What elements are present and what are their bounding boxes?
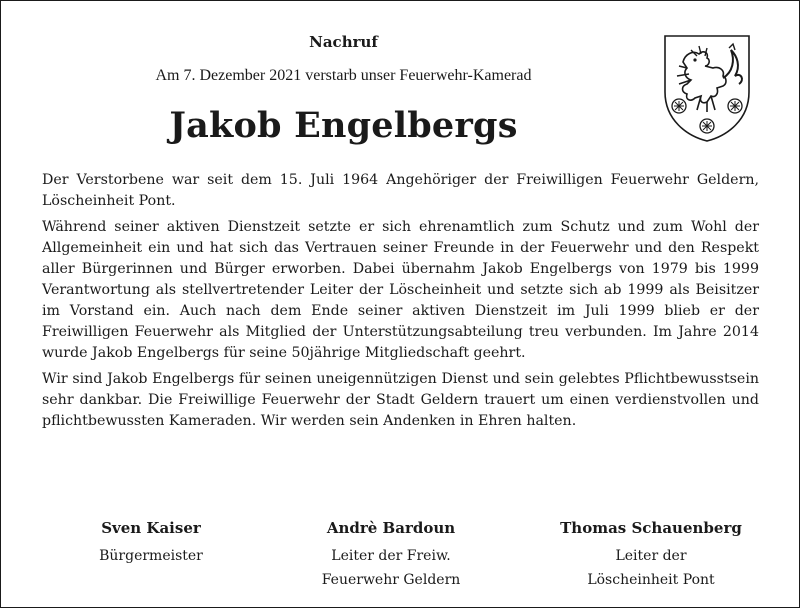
signatory <box>541 517 761 592</box>
signatory-role <box>541 544 761 592</box>
signatory-role <box>61 544 241 568</box>
body-paragraph: Wir sind Jakob Engelbergs für seinen uneigennützigen Dienst und sein gelebtes Pflichtbewusstsein sehr dankbar. Die Freiwillige Feuerwehr der Stadt Geldern trauert um einen verdienstvollen und pflichtbewussten Kameraden. Wir werden sein Andenken in Ehren halten. <box>42 371 759 429</box>
coat-of-arms-lion-icon <box>661 32 753 144</box>
signatory-name: Andrè Bardoun <box>326 519 456 537</box>
notice-kicker: Nachruf <box>309 33 378 51</box>
signatory-role-line: Bürgermeister <box>99 548 203 564</box>
signatory-name: Thomas Schauenberg <box>560 519 742 537</box>
signatory-role-line: Feuerwehr Geldern <box>321 572 461 588</box>
notice-intro: Am 7. Dezember 2021 verstarb unser Feuerwehr-Kamerad <box>155 67 532 84</box>
body-paragraph: Der Verstorbene war seit dem 15. Juli 1964 Angehöriger der Freiwilligen Feuerwehr Geldern, Löscheinheit Pont. <box>42 172 759 209</box>
signatory <box>61 517 241 592</box>
notice-body <box>42 170 759 437</box>
signatures <box>61 517 761 592</box>
body-paragraph: Während seiner aktiven Dienstzeit setzte er sich ehrenamtlich zum Schutz und zum Wohl der Allgemeinheit ein und hat sich das Vertrauen seiner Freunde in der Feuerwehr und den Respekt aller Bürgerinnen und Bürger erworben. Dabei übernahm Jakob Engelbergs von 1979 bis 1999 Verantwortung als stellvertretender Leiter der Löscheinheit und setzte sich ab 1999 als Beisitzer im Vorstand ein. Auch nach dem Ende seiner aktiven Dienstzeit im Juli 1999 blieb er der Freiwilligen Feuerwehr als Mitglied der Unterstützungsabteilung treu verbunden. Im Jahre 2014 wurde Jakob Engelbergs für seine 50jährige Mitgliedschaft geehrt. <box>42 219 759 361</box>
signatory-name: Sven Kaiser <box>101 519 201 537</box>
signatory-role-line: Leiter der <box>615 548 687 564</box>
deceased-name: Jakob Engelbergs <box>169 105 518 146</box>
signatory-role <box>291 544 491 592</box>
signatory-role-line: Löscheinheit Pont <box>587 572 715 588</box>
signatory-role-line: Leiter der Freiw. <box>331 548 451 564</box>
signatory <box>291 517 491 592</box>
